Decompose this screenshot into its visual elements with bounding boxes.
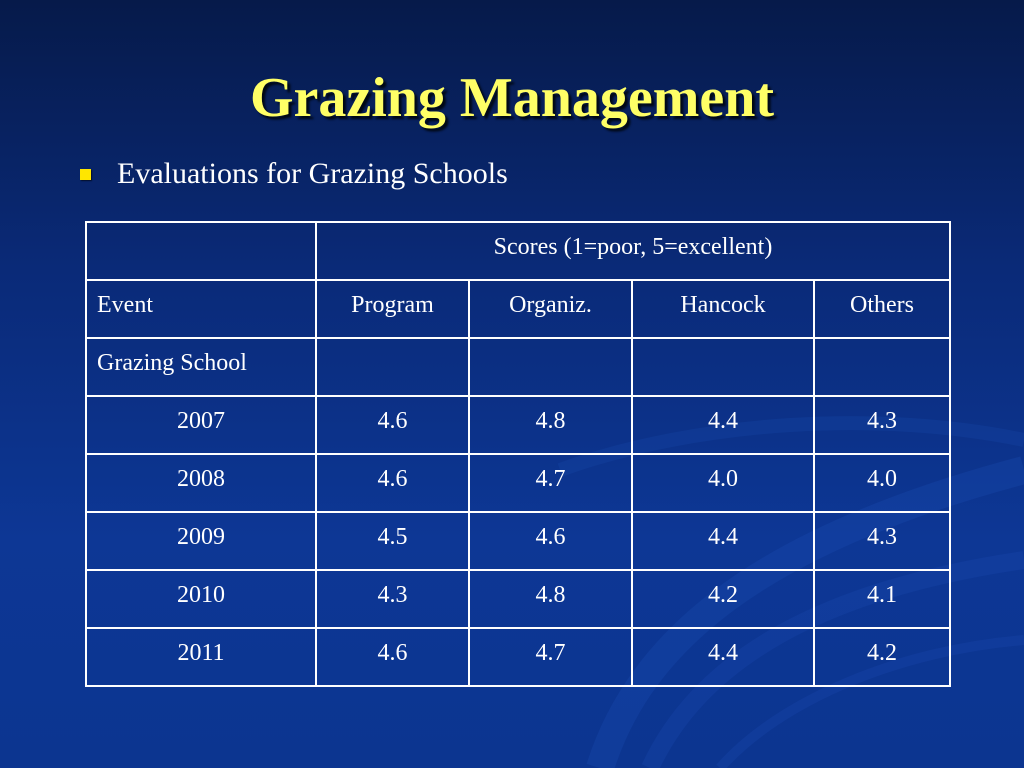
- year-cell: [86, 628, 316, 686]
- score-cell: [632, 396, 814, 454]
- column-header-text: Hancock: [680, 292, 766, 318]
- table-row: [86, 512, 950, 570]
- column-header-text: Others: [850, 292, 914, 318]
- cell-text: 4.0: [708, 466, 738, 492]
- empty-cell: [814, 338, 950, 396]
- slide-title: Grazing Management: [249, 67, 775, 129]
- column-header-row: [86, 280, 950, 338]
- table-header-row: [86, 222, 950, 280]
- section-label-row: [86, 338, 950, 396]
- cell-text: 4.4: [708, 640, 738, 666]
- year-cell: [86, 570, 316, 628]
- table-row: [86, 396, 950, 454]
- cell-text: 4.6: [377, 408, 408, 434]
- cell-text: 4.5: [377, 524, 408, 550]
- score-cell: [469, 512, 632, 570]
- score-cell: [632, 454, 814, 512]
- score-cell: [814, 396, 950, 454]
- column-header-hancock: [632, 280, 814, 338]
- table-row: [86, 628, 950, 686]
- table-row: [86, 570, 950, 628]
- cell-text: 2011: [177, 640, 225, 666]
- cell-text: 4.6: [377, 466, 408, 492]
- column-header-event: [86, 280, 316, 338]
- year-cell: [86, 396, 316, 454]
- cell-text: 4.4: [708, 408, 738, 434]
- score-cell: [814, 570, 950, 628]
- score-cell: [469, 396, 632, 454]
- year-cell: [86, 512, 316, 570]
- cell-text: 4.8: [535, 582, 566, 608]
- column-header-program: [316, 280, 469, 338]
- bullet-item: [80, 154, 508, 194]
- cell-text: 4.2: [708, 582, 738, 608]
- score-cell: [814, 512, 950, 570]
- cell-text: 4.4: [708, 524, 738, 550]
- cell-text: 4.3: [377, 582, 408, 608]
- cell-text: 2010: [177, 582, 225, 608]
- column-header-text: Program: [351, 292, 434, 318]
- cell-text: 2007: [177, 408, 225, 434]
- scores-header-text: Scores (1=poor, 5=excellent): [493, 234, 773, 260]
- score-cell: [469, 454, 632, 512]
- score-cell: [316, 628, 469, 686]
- column-header-text: Event: [97, 292, 153, 318]
- cell-text: 4.7: [535, 466, 566, 492]
- cell-text: 4.0: [867, 466, 897, 492]
- table-corner-cell: [86, 222, 316, 280]
- cell-text: 4.1: [867, 582, 897, 608]
- empty-cell: [632, 338, 814, 396]
- cell-text: 4.3: [867, 524, 897, 550]
- cell-text: 4.2: [867, 640, 897, 666]
- score-cell: [316, 570, 469, 628]
- column-header-organiz: [469, 280, 632, 338]
- scores-table: [85, 221, 951, 687]
- score-cell: [632, 512, 814, 570]
- cell-text: 2009: [177, 524, 225, 550]
- cell-text: 4.3: [867, 408, 897, 434]
- score-cell: [469, 628, 632, 686]
- cell-text: 4.7: [535, 640, 566, 666]
- scores-header-cell: [316, 222, 950, 280]
- score-cell: [814, 454, 950, 512]
- column-header-others: [814, 280, 950, 338]
- score-cell: [316, 512, 469, 570]
- score-cell: [316, 454, 469, 512]
- empty-cell: [316, 338, 469, 396]
- year-cell: [86, 454, 316, 512]
- score-cell: [632, 570, 814, 628]
- section-label-cell: [86, 338, 316, 396]
- empty-cell: [469, 338, 632, 396]
- score-cell: [316, 396, 469, 454]
- square-bullet-icon: [80, 169, 91, 180]
- cell-text: 2008: [177, 466, 225, 492]
- column-header-text: Organiz.: [509, 292, 592, 318]
- cell-text: 4.6: [377, 640, 408, 666]
- table-row: [86, 454, 950, 512]
- cell-text: 4.6: [535, 524, 566, 550]
- bullet-text: Evaluations for Grazing Schools: [117, 157, 508, 190]
- section-label-text: Grazing School: [97, 350, 247, 376]
- score-cell: [814, 628, 950, 686]
- score-cell: [632, 628, 814, 686]
- score-cell: [469, 570, 632, 628]
- cell-text: 4.8: [535, 408, 566, 434]
